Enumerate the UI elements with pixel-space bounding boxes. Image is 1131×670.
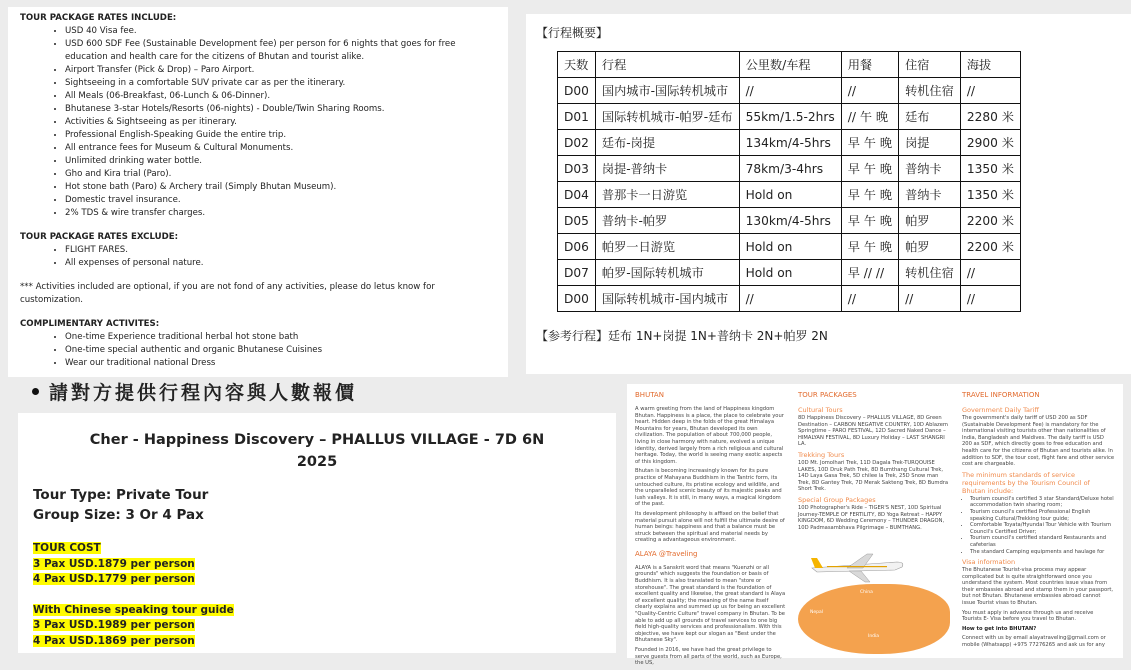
table-cell: 普纳卡-帕罗 (595, 208, 739, 234)
list-item: • All Meals (06-Breakfast, 06-Lunch & 06-Dinner). (65, 90, 496, 103)
table-cell: 2900 米 (960, 130, 1020, 156)
paragraph: Its development philosophy is affixed on the belief that material pursuit alone will not fulfill the ultimate desire of human beings: happiness and that a balance must be struck between the spiritual and material needs by creating a advantageous environment. (635, 510, 785, 544)
list-item: • One-time Experience traditional herbal hot stone bath (65, 331, 496, 344)
list-item: • Tourism council's certified 3 star Standard/Deluxe hotel accommodation twin sharing room; (970, 496, 1114, 509)
paragraph: 10D Mt. Jomolhari Trek, 11D Dagala Trek-TURQOUISE LAKES, 10D Druk Path Trek, 8D Bumthang Cultural Trek, 14D Laya Gasa Trek, 5D chilee la Trek, 25D Snow man Trek, 8D Gantey Trek, 7D Merak Sakteng Trek, 8D Bumdra Short Trek. (798, 459, 949, 493)
paragraph: Bhutan is becoming increasingly known for its pure practice of Mahayana Buddhism in the Tantric form, its untouched culture, its pristine ecology and wildlife, and the unparalleled scenic beauty of its majestic peaks and lush valleys. It is still, in many ways, a magical kingdom of the past. (635, 468, 782, 508)
table-cell: 2200 米 (960, 234, 1020, 260)
table-cell: D00 (558, 286, 596, 312)
complimentary-heading: COMPLIMENTARY ACTIVITES: (20, 319, 160, 329)
table-cell: 岗提 (899, 130, 961, 156)
map-label: China (860, 590, 873, 595)
table-cell: 普纳卡 (899, 182, 961, 208)
table-cell: Hold on (739, 234, 841, 260)
table-row (558, 78, 1021, 104)
table-cell: 帕罗-国际转机城市 (595, 260, 739, 286)
list-item: • Hot stone bath (Paro) & Archery trail (Simply Bhutan Museum). (65, 181, 496, 194)
include-list (20, 25, 496, 220)
price-line: 4 Pax USD.1779 per person (33, 573, 195, 585)
table-row (558, 130, 1021, 156)
chinese-guide-block (33, 603, 601, 650)
paragraph: A warm greeting from the land of Happiness kingdom Bhutan. Happiness is a place, the place to celebrate your heart. Hidden deep in the folds of the great Himalaya Mountains for years, Bhutan developed its own civilization. The population of about 700,000 people, living in close harmony with nature, evolved a unique identity, derived largely from a rich religious and cultural heritage. Today, the world is seeing many exotic aspects of this kingdom. (635, 406, 784, 465)
tour-cost-heading: TOUR COST (33, 542, 101, 554)
subheading: Cultural Tours (798, 406, 843, 414)
request-text: 請對方提供行程內容與人數報價 (49, 382, 358, 404)
list-item: • Bhutanese 3-star Hotels/Resorts (06-nights) - Double/Twin Sharing Rooms. (65, 103, 496, 116)
paragraph: The government's daily tariff of USD 200 as SDF (Sustainable Development Fee) is mandatory for the international visiting tourists other than nationalities of India, Bangladesh and Maldives. The daily tariff is USD 200 as SDF, which directly goes to free education and health care for the citizens of Bhutan and tourists alike. In addition to SDF, the tour cost, flight fare and other service cost are chargeable. (962, 415, 1115, 468)
package-rates-panel (8, 7, 508, 377)
list-item: • 2% TDS & wire transfer charges. (65, 207, 496, 220)
table-cell: 帕罗一日游览 (595, 234, 739, 260)
list-item: • Wear our traditional national Dress (65, 357, 496, 370)
column-header: 住宿 (899, 52, 961, 78)
subheading: Special Group Packages (798, 495, 876, 504)
column-header: 公里数/车程 (739, 52, 841, 78)
table-row (558, 156, 1021, 182)
table-cell: 转机住宿 (899, 260, 961, 286)
list-item: • Activities & Sightseeing as per itinerary. (65, 116, 496, 129)
column-header: 天数 (558, 52, 596, 78)
table-cell: // (960, 286, 1020, 312)
table-cell: // (960, 260, 1020, 286)
itinerary-heading: 【行程概要】 (536, 26, 609, 40)
table-cell: Hold on (739, 260, 841, 286)
table-cell: D06 (558, 234, 596, 260)
group-size: Group Size: 3 Or 4 Pax (33, 507, 204, 523)
table-row (558, 234, 1021, 260)
column-header: 行程 (595, 52, 739, 78)
table-row (558, 286, 1021, 312)
table-cell: 普那卡一日游览 (595, 182, 739, 208)
table-cell: D07 (558, 260, 596, 286)
column-header: 海拔 (960, 52, 1020, 78)
list-item: • Tourism council's certified standard Restaurants and cafeterias (970, 535, 1114, 548)
itinerary-panel (526, 14, 1131, 374)
activities-note: *** Activities included are optional, if you are not fond of any activities, please do letus know for customization. (20, 282, 435, 305)
table-cell: 130km/4-5hrs (739, 208, 841, 234)
table-cell: 帕罗 (899, 234, 961, 260)
tour-title-line: Cher - Happiness Discovery – PHALLUS VILLAGE - 7D 6N (89, 432, 545, 448)
table-cell: D02 (558, 130, 596, 156)
table-cell: 早 午 晚 (841, 234, 898, 260)
section-heading: ALAYA @Traveling (635, 549, 698, 558)
table-cell: // (739, 286, 841, 312)
paragraph-heading: How to get into BHUTAN? (962, 625, 1037, 632)
map-label: India (868, 634, 880, 639)
table-cell: 早 午 晚 (841, 156, 898, 182)
bullet-icon (32, 388, 39, 395)
table-row (558, 182, 1021, 208)
table-row (558, 260, 1021, 286)
paragraph: Founded in 2016, we have had the great privilege to serve guests from all parts of the world, such as Europe, the US, (635, 647, 782, 667)
list-item: • Domestic travel insurance. (65, 194, 496, 207)
table-cell: 帕罗 (899, 208, 961, 234)
subheading: Trekking Tours (798, 450, 845, 459)
table-cell: // 午 晚 (841, 104, 898, 130)
table-cell: 2200 米 (960, 208, 1020, 234)
tour-cost-block (33, 541, 601, 588)
table-cell: 国际转机城市-国内城市 (595, 286, 739, 312)
section-heading: BHUTAN (635, 391, 664, 399)
table-cell: Hold on (739, 182, 841, 208)
table-cell: 早 午 晚 (841, 208, 898, 234)
list-item: • Professional English-Speaking Guide the entire trip. (65, 129, 496, 142)
tour-title (33, 429, 601, 473)
table-cell: 134km/4-5hrs (739, 130, 841, 156)
price-line: 4 Pax USD.1869 per person (33, 634, 195, 647)
table-cell: 2280 米 (960, 104, 1020, 130)
list-item: • USD 600 SDF Fee (Sustainable Development fee) per person for 6 nights that goes for free education and health care for the citizens of Bhutan and tourist alike. (65, 38, 496, 64)
region-map (798, 584, 950, 654)
list-item: • USD 40 Visa fee. (65, 25, 496, 38)
tour-info (33, 485, 601, 525)
list-item: • Tourism council's certified Professional English speaking Cultural/Trekking tour guide; (970, 509, 1114, 522)
section-heading: TOUR PACKAGES (798, 391, 857, 399)
price-line: 3 Pax USD.1879 per person (33, 557, 195, 570)
table-row (558, 208, 1021, 234)
brochure-column-travel-info (962, 391, 1114, 652)
list-item: • Sightseeing in a comfortable SUV private car as per the itinerary. (65, 77, 496, 90)
service-list (962, 496, 1114, 555)
table-cell: D04 (558, 182, 596, 208)
paragraph: You must apply in advance through us and receive Tourists E- Visa before you travel to Bhutan. (962, 609, 1094, 623)
reference-itinerary: 【参考行程】廷布 1N+岗提 1N+普纳卡 2N+帕罗 2N (536, 329, 828, 343)
list-item: • All expenses of personal nature. (65, 257, 496, 270)
table-cell: // (960, 78, 1020, 104)
table-cell: // (899, 286, 961, 312)
paragraph: The Bhutanese Tourist-visa process may appear complicated but is quite straightforward once you understand the system. Most countries issue visas from their embassies abroad and stamp them in your passport, but not Bhutan. Bhutanese embassies abroad cannot issue Tourist visas to Bhutan. (962, 567, 1114, 607)
table-cell: 廷布-岗提 (595, 130, 739, 156)
table-cell: // (841, 78, 898, 104)
map-label: Nepal (810, 610, 823, 615)
price-line: 3 Pax USD.1989 per person (33, 619, 195, 631)
paragraph: ALAYA is a Sanskrit word that means "Kuenzhi or all grounds" which suggests the foundation or basis of Buddhism. It is also translated to mean "store or storehouse". The great standard is the foundation of excellent quality and likewise, the great standard is Alaya of excellent quality; the meaning of the name itself clearly explains and summed up us for being an excellent "Quality-Centric Culture" travel company in Bhutan. To be able to add up all grounds of travel services to one big field high-quality services and professionalism. With this objective, we have kept our slogan as "Best under the Bhutanese Sky". (635, 564, 786, 644)
table-cell: // (841, 286, 898, 312)
table-cell: 早 午 晚 (841, 130, 898, 156)
list-item: • Gho and Kira trial (Paro). (65, 168, 496, 181)
list-item: • The standard Camping equipments and haulage for (970, 549, 1114, 556)
table-cell: 廷布 (899, 104, 961, 130)
table-cell: 普纳卡 (899, 156, 961, 182)
section-heading: TRAVEL INFORMATION (962, 391, 1040, 399)
table-cell: 岗提-普纳卡 (595, 156, 739, 182)
exclude-heading: TOUR PACKAGE RATES EXCLUDE: (20, 232, 179, 242)
table-cell: 55km/1.5-2hrs (739, 104, 841, 130)
list-item: • FLIGHT FARES. (65, 244, 496, 257)
table-cell: D05 (558, 208, 596, 234)
brochure-column-packages (798, 391, 950, 534)
list-item: • One-time special authentic and organic Bhutanese Cuisines (65, 344, 496, 357)
request-note (32, 378, 357, 405)
tour-year: 2025 (296, 454, 338, 470)
table-cell: D00 (558, 78, 596, 104)
table-header-row (558, 52, 1021, 78)
table-cell: 78km/3-4hrs (739, 156, 841, 182)
table-cell: 1350 米 (960, 182, 1020, 208)
paragraph: 8D Happiness Discovery – PHALLUS VILLAGE, 8D Green Destination – CARBON NEGATIVE COUNTRY, 10D Ablazem Springtime – PARO FESTIVAL, 12D Sacred Naked Dance – HIMALYAN FESTIVAL, 8D Luxury Holiday – LAST SHANGRI LA. (798, 415, 948, 448)
brochure-column-bhutan (635, 391, 787, 670)
paragraph: Connect with us by email alayatraveling@gmail.com or mobile (Whatsapp) +975 77276265 and ask us for any (962, 635, 1106, 649)
subheading: Visa information (962, 558, 1016, 567)
table-cell: 早 午 晚 (841, 182, 898, 208)
tour-quote-panel (18, 413, 616, 653)
table-cell: 国际转机城市-帕罗-廷布 (595, 104, 739, 130)
list-item: • Comfortable Toyata/Hyundai Tour Vehicle with Tourism Council's Certified Driver; (970, 522, 1114, 535)
guide-heading: With Chinese speaking tour guide (33, 603, 234, 616)
table-cell: D01 (558, 104, 596, 130)
table-cell: 转机住宿 (899, 78, 961, 104)
table-cell: // (739, 78, 841, 104)
table-cell: 早 // // (841, 260, 898, 286)
subheading: The minimum standards of service requirements by the Tourism Council of Bhutan include: (962, 470, 1090, 495)
brochure-panel (627, 384, 1123, 667)
subheading: Government Daily Tariff (962, 406, 1039, 414)
column-header: 用餐 (841, 52, 898, 78)
list-item: • Airport Transfer (Pick & Drop) – Paro Airport. (65, 64, 496, 77)
table-cell: D03 (558, 156, 596, 182)
table-row (558, 104, 1021, 130)
paragraph: 10D Photographer's Ride – TIGER'S NEST, 10D Spiritual Journey-TEMPLE OF FERTILITY, 8D Yoga Retreat – HAPPY KINGDOM, 6D Wedding Ceremony – THUNDER DRAGON, 10D Padmasambhava Pilgrimage – BUMTHANG. (798, 504, 945, 531)
airplane-icon (807, 550, 907, 584)
list-item: • All entrance fees for Museum & Cultural Monuments. (65, 142, 496, 155)
tour-type: Tour Type: Private Tour (33, 487, 209, 503)
list-item: • Unlimited drinking water bottle. (65, 155, 496, 168)
itinerary-table (557, 51, 1021, 312)
exclude-list (20, 244, 496, 270)
complimentary-list (20, 331, 496, 370)
table-cell: 1350 米 (960, 156, 1020, 182)
table-cell: 国内城市-国际转机城市 (595, 78, 739, 104)
include-heading: TOUR PACKAGE RATES INCLUDE: (20, 13, 177, 23)
